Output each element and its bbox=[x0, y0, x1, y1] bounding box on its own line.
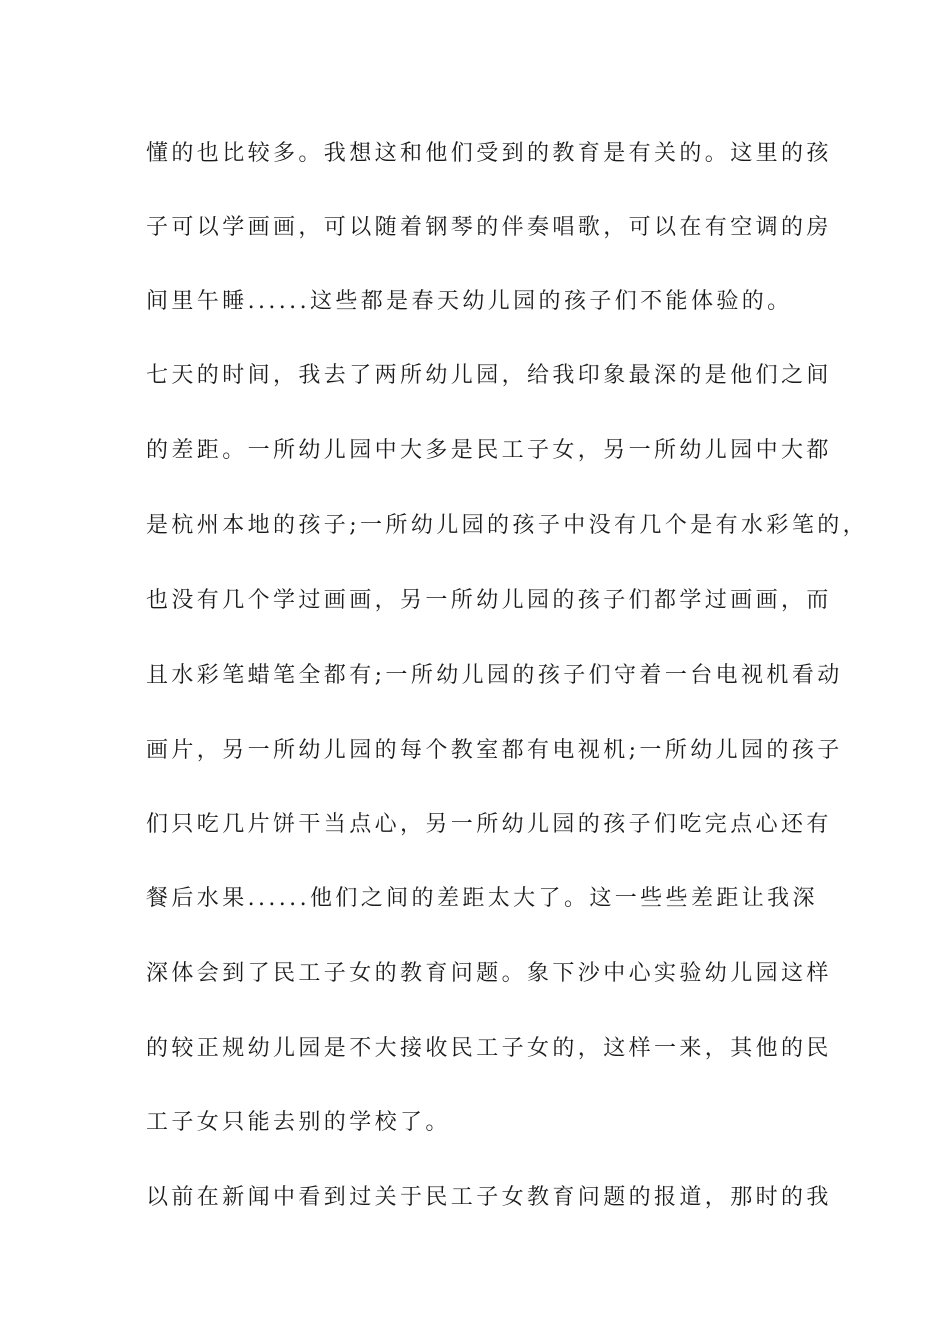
text-line: 以前在新闻中看到过关于民工子女教育问题的报道，那时的我 bbox=[146, 1185, 832, 1210]
text-line: 餐后水果......他们之间的差距太大了。这一些些差距让我深 bbox=[146, 886, 818, 911]
text-line: 工子女只能去别的学校了。 bbox=[146, 1110, 451, 1135]
text-line: 是杭州本地的孩子;一所幼儿园的孩子中没有几个是有水彩笔的， bbox=[146, 513, 869, 538]
text-line: 七天的时间，我去了两所幼儿园，给我印象最深的是他们之间 bbox=[146, 363, 832, 388]
text-line: 的差距。一所幼儿园中大多是民工子女，另一所幼儿园中大都 bbox=[146, 438, 832, 463]
text-line: 画片，另一所幼儿园的每个教室都有电视机;一所幼儿园的孩子 bbox=[146, 738, 843, 763]
text-line: 深体会到了民工子女的教育问题。象下沙中心实验幼儿园这样 bbox=[146, 961, 832, 986]
text-line: 且水彩笔蜡笔全都有;一所幼儿园的孩子们守着一台电视机看动 bbox=[146, 663, 843, 688]
text-line: 间里午睡......这些都是春天幼儿园的孩子们不能体验的。 bbox=[146, 289, 793, 314]
text-line: 也没有几个学过画画，另一所幼儿园的孩子们都学过画画，而 bbox=[146, 588, 832, 613]
text-line: 懂的也比较多。我想这和他们受到的教育是有关的。这里的孩 bbox=[146, 141, 832, 166]
text-line: 的较正规幼儿园是不大接收民工子女的，这样一来，其他的民 bbox=[146, 1036, 832, 1061]
text-line: 们只吃几片饼干当点心，另一所幼儿园的孩子们吃完点心还有 bbox=[146, 812, 832, 837]
text-line: 子可以学画画，可以随着钢琴的伴奏唱歌，可以在有空调的房 bbox=[146, 215, 832, 240]
